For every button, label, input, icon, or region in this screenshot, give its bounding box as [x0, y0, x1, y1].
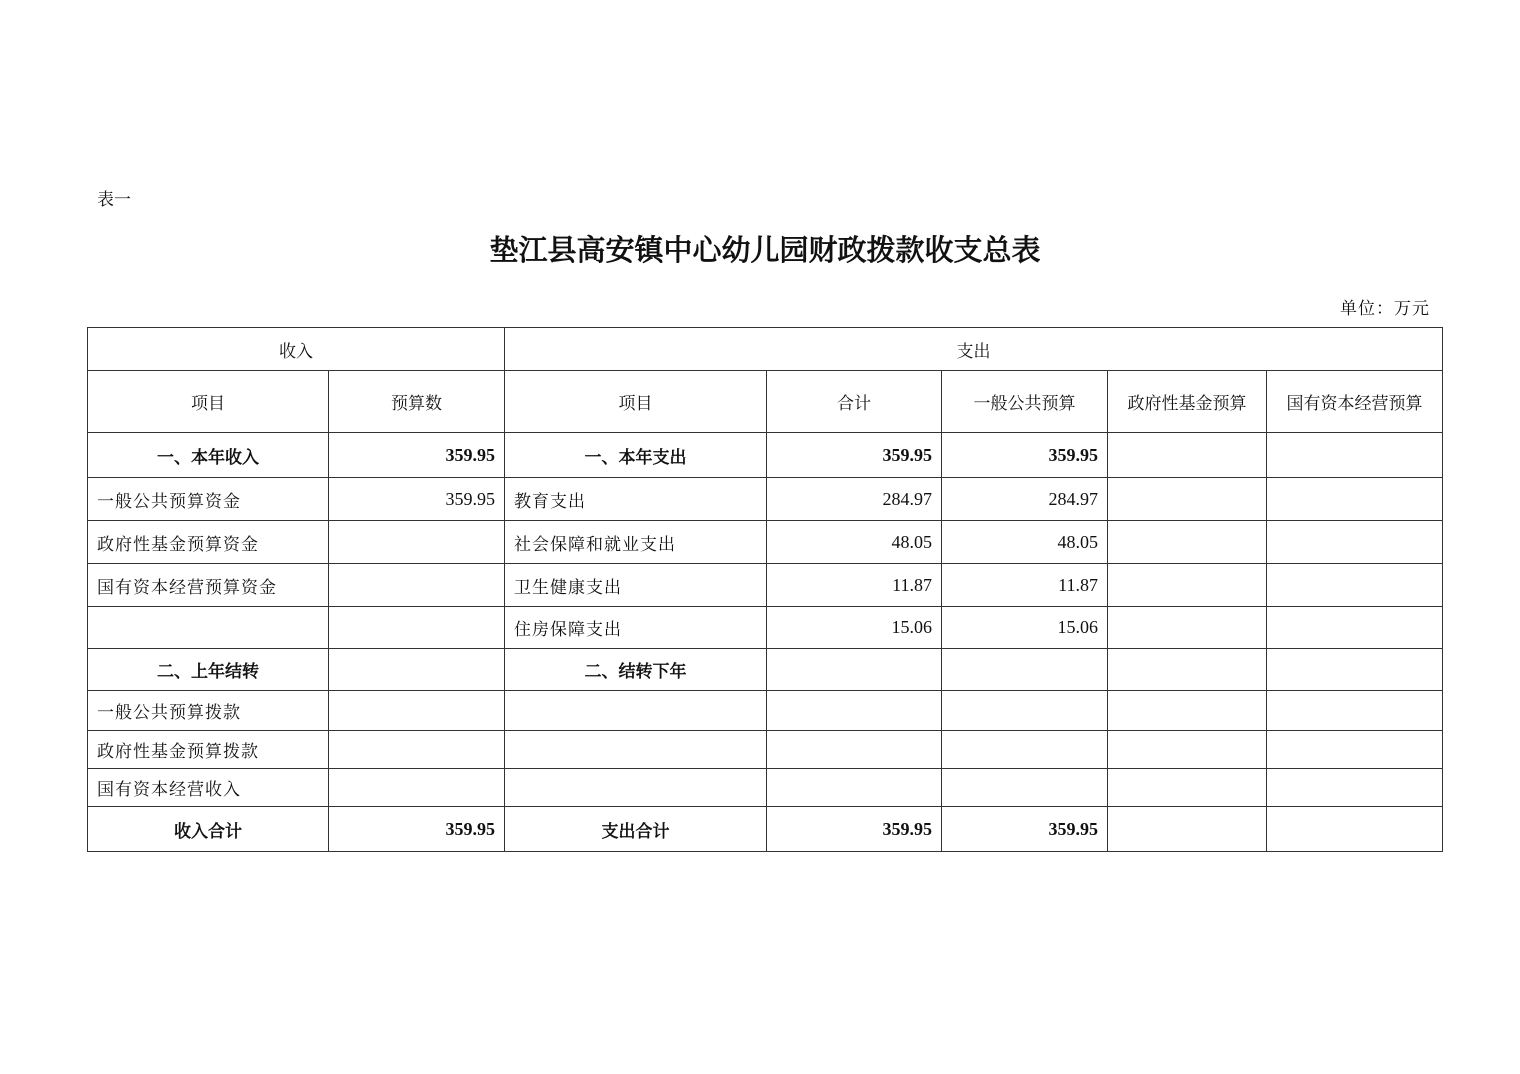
expense-item-cell: 二、结转下年 — [505, 649, 767, 691]
general-budget-cell: 359.95 — [942, 807, 1108, 852]
expense-item-cell: 教育支出 — [505, 478, 767, 521]
table-row — [88, 564, 1443, 607]
expense-item-cell — [505, 731, 767, 769]
fund-budget-cell — [1108, 769, 1267, 807]
expense-total-cell: 359.95 — [767, 433, 942, 478]
fund-budget-cell — [1108, 433, 1267, 478]
table-row — [88, 607, 1443, 649]
fund-budget-cell — [1108, 691, 1267, 731]
fund-budget-cell — [1108, 607, 1267, 649]
income-item-cell: 国有资本经营收入 — [88, 769, 329, 807]
income-item-cell: 收入合计 — [88, 807, 329, 852]
state-capital-budget-cell — [1267, 807, 1443, 852]
budget-table — [87, 327, 1443, 852]
income-amount-cell: 359.95 — [329, 433, 505, 478]
income-item-cell: 一般公共预算拨款 — [88, 691, 329, 731]
income-amount-cell — [329, 521, 505, 564]
income-item-cell: 国有资本经营预算资金 — [88, 564, 329, 607]
income-item-cell: 二、上年结转 — [88, 649, 329, 691]
expense-item-cell — [505, 691, 767, 731]
state-capital-budget-cell — [1267, 478, 1443, 521]
expense-total-cell — [767, 731, 942, 769]
expense-total-cell: 15.06 — [767, 607, 942, 649]
income-amount-cell — [329, 731, 505, 769]
expense-total-cell — [767, 649, 942, 691]
expense-item-cell: 卫生健康支出 — [505, 564, 767, 607]
table-number-label: 表一 — [97, 190, 131, 210]
document-title: 垫江县高安镇中心幼儿园财政拨款收支总表 — [489, 233, 1041, 267]
income-amount-cell — [329, 564, 505, 607]
col-header-total: 合计 — [767, 371, 942, 433]
state-capital-budget-cell — [1267, 607, 1443, 649]
table-row — [88, 807, 1443, 852]
table-row — [88, 731, 1443, 769]
col-header-state-capital-budget: 国有资本经营预算 — [1267, 371, 1443, 433]
expense-total-cell: 284.97 — [767, 478, 942, 521]
col-header-fund-budget: 政府性基金预算 — [1108, 371, 1267, 433]
expense-item-cell: 支出合计 — [505, 807, 767, 852]
income-amount-cell — [329, 769, 505, 807]
general-budget-cell — [942, 691, 1108, 731]
unit-label: 单位：万元 — [1340, 299, 1430, 319]
state-capital-budget-cell — [1267, 564, 1443, 607]
income-amount-cell: 359.95 — [329, 478, 505, 521]
state-capital-budget-cell — [1267, 731, 1443, 769]
col-header-income-item: 项目 — [88, 371, 329, 433]
col-header-general-budget: 一般公共预算 — [942, 371, 1108, 433]
fund-budget-cell — [1108, 521, 1267, 564]
fund-budget-cell — [1108, 807, 1267, 852]
table-row — [88, 478, 1443, 521]
income-item-cell: 政府性基金预算资金 — [88, 521, 329, 564]
table-row — [88, 691, 1443, 731]
general-budget-cell: 11.87 — [942, 564, 1108, 607]
expense-total-cell: 359.95 — [767, 807, 942, 852]
fund-budget-cell — [1108, 564, 1267, 607]
table-row — [88, 769, 1443, 807]
income-item-cell: 政府性基金预算拨款 — [88, 731, 329, 769]
state-capital-budget-cell — [1267, 649, 1443, 691]
general-budget-cell: 15.06 — [942, 607, 1108, 649]
expense-item-cell — [505, 769, 767, 807]
general-budget-cell — [942, 769, 1108, 807]
general-budget-cell — [942, 731, 1108, 769]
income-header: 收入 — [88, 328, 505, 371]
income-item-cell: 一般公共预算资金 — [88, 478, 329, 521]
table-row — [88, 433, 1443, 478]
col-header-income-budget: 预算数 — [329, 371, 505, 433]
state-capital-budget-cell — [1267, 691, 1443, 731]
expense-header: 支出 — [505, 328, 1443, 371]
income-item-cell — [88, 607, 329, 649]
income-amount-cell — [329, 607, 505, 649]
expense-item-cell: 一、本年支出 — [505, 433, 767, 478]
state-capital-budget-cell — [1267, 433, 1443, 478]
state-capital-budget-cell — [1267, 521, 1443, 564]
general-budget-cell — [942, 649, 1108, 691]
expense-total-cell — [767, 769, 942, 807]
state-capital-budget-cell — [1267, 769, 1443, 807]
expense-item-cell: 住房保障支出 — [505, 607, 767, 649]
expense-item-cell: 社会保障和就业支出 — [505, 521, 767, 564]
table-row — [88, 649, 1443, 691]
income-item-cell: 一、本年收入 — [88, 433, 329, 478]
general-budget-cell: 284.97 — [942, 478, 1108, 521]
expense-total-cell: 11.87 — [767, 564, 942, 607]
income-amount-cell: 359.95 — [329, 807, 505, 852]
col-header-expense-item: 项目 — [505, 371, 767, 433]
fund-budget-cell — [1108, 731, 1267, 769]
expense-total-cell — [767, 691, 942, 731]
fund-budget-cell — [1108, 649, 1267, 691]
general-budget-cell: 359.95 — [942, 433, 1108, 478]
table-row — [88, 521, 1443, 564]
income-amount-cell — [329, 649, 505, 691]
income-amount-cell — [329, 691, 505, 731]
expense-total-cell: 48.05 — [767, 521, 942, 564]
general-budget-cell: 48.05 — [942, 521, 1108, 564]
fund-budget-cell — [1108, 478, 1267, 521]
